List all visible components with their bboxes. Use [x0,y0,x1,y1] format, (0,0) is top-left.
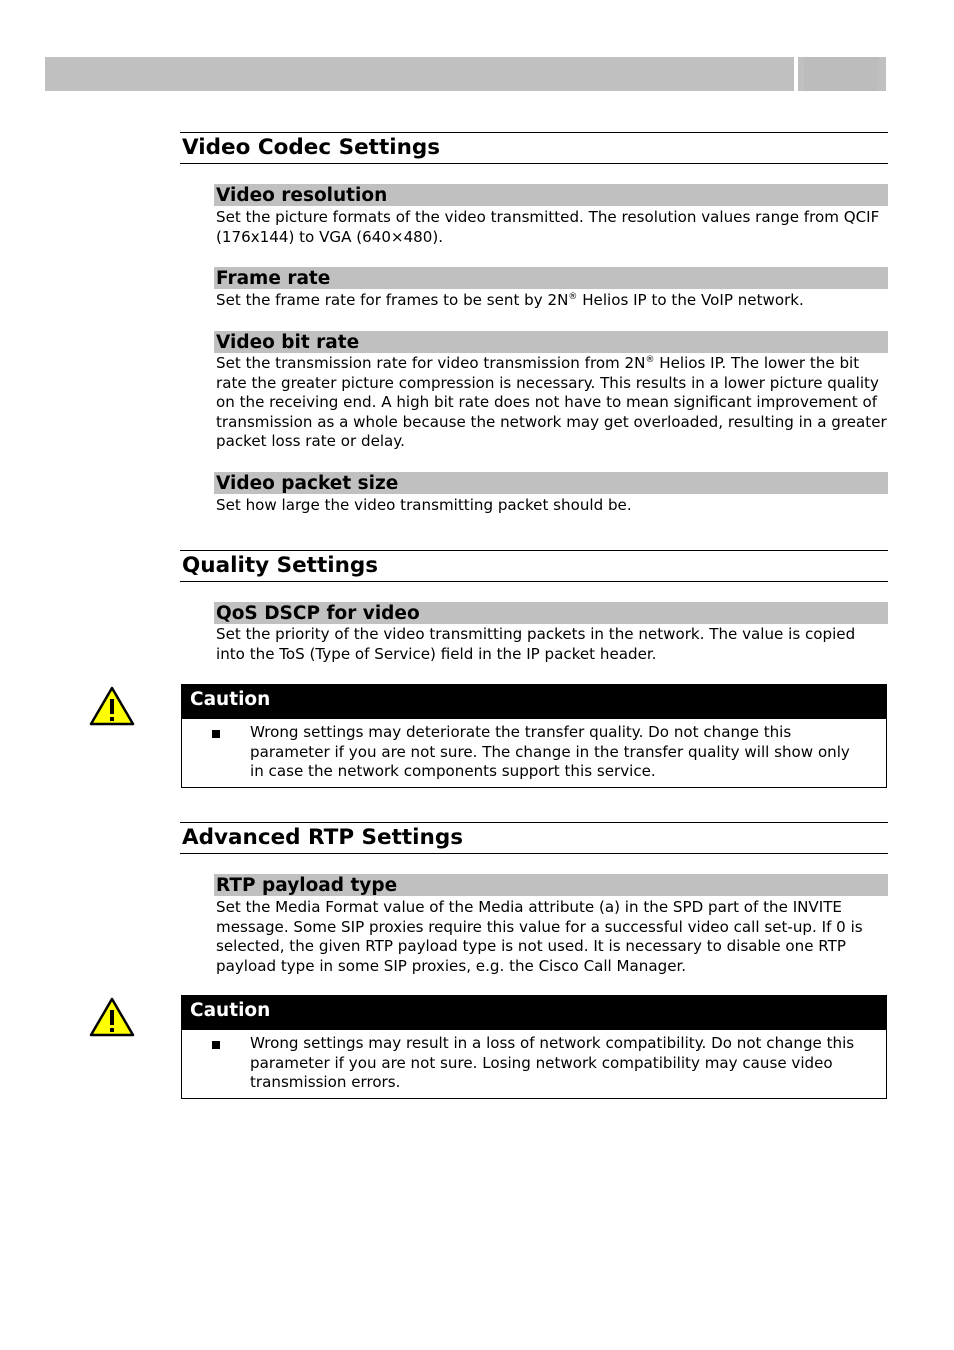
caution-box-rtp [181,995,887,1099]
heading-qos-dscp: QoS DSCP for video [214,602,888,624]
page-header-tab-inner [804,57,878,91]
text-video-bit-rate-b: Helios IP. The lower the bit rate the greater picture compression is necessary. This results in a lower picture quality on the receiving end. A high bit rate does not have to mean significant improvement of transmission as a whole because the network may get overloaded, resulting in a greater packet loss rate or delay. [216,354,887,450]
text-frame-rate-a: Set the frame rate for frames to be sent by 2N [216,291,569,309]
caution-text: Wrong settings may deteriorate the transfer quality. Do not change this parameter if you are not sure. The change in the transfer quality will show only in case the network components support this service. [250,723,850,780]
heading-video-packet-size: Video packet size [214,472,888,494]
registered-mark: ® [645,355,655,365]
section-title-quality: Quality Settings [180,550,888,582]
caution-box-quality [181,684,887,788]
text-video-bit-rate-a: Set the transmission rate for video transmission from 2N [216,354,646,372]
caution-text: Wrong settings may result in a loss of network compatibility. Do not change this parameter if you are not sure. Losing network compatibility may cause video transmission errors. [250,1034,855,1091]
text-frame-rate-b: Helios IP to the VoIP network. [577,291,804,309]
bullet-square [212,1041,220,1049]
heading-frame-rate: Frame rate [214,267,888,289]
section-title-video-codec: Video Codec Settings [180,132,888,164]
bullet-square [212,730,220,738]
warning-icon [89,997,135,1037]
page-header-bar [45,57,794,91]
warning-icon [89,686,135,726]
caution-body [182,1030,886,1098]
text-qos-dscp: Set the priority of the video transmitting packets in the network. The value is copied into the ToS (Type of Service) field in the IP packet header. [216,625,856,663]
caution-title: Caution [182,685,886,719]
caution-title: Caution [182,996,886,1030]
registered-mark: ® [568,292,578,302]
text-rtp-payload: Set the Media Format value of the Media attribute (a) in the SPD part of the INVITE message. Some SIP proxies require this value for a successful video call set-up. If 0 is selected, the given RTP payload type is not used. It is necessary to disable one RTP payload type in some SIP proxies, e.g. the Cisco Call Manager. [216,898,863,975]
text-video-bit-rate [216,354,888,452]
section-title-advanced-rtp: Advanced RTP Settings [180,822,888,854]
heading-video-resolution: Video resolution [214,184,888,206]
heading-video-bit-rate: Video bit rate [214,331,888,353]
text-frame-rate [216,291,888,311]
text-video-resolution: Set the picture formats of the video transmitted. The resolution values range from QCIF (176x144) to VGA (640×480). [216,208,880,246]
caution-body [182,719,886,787]
heading-rtp-payload: RTP payload type [214,874,888,896]
text-video-packet-size: Set how large the video transmitting packet should be. [216,496,632,514]
